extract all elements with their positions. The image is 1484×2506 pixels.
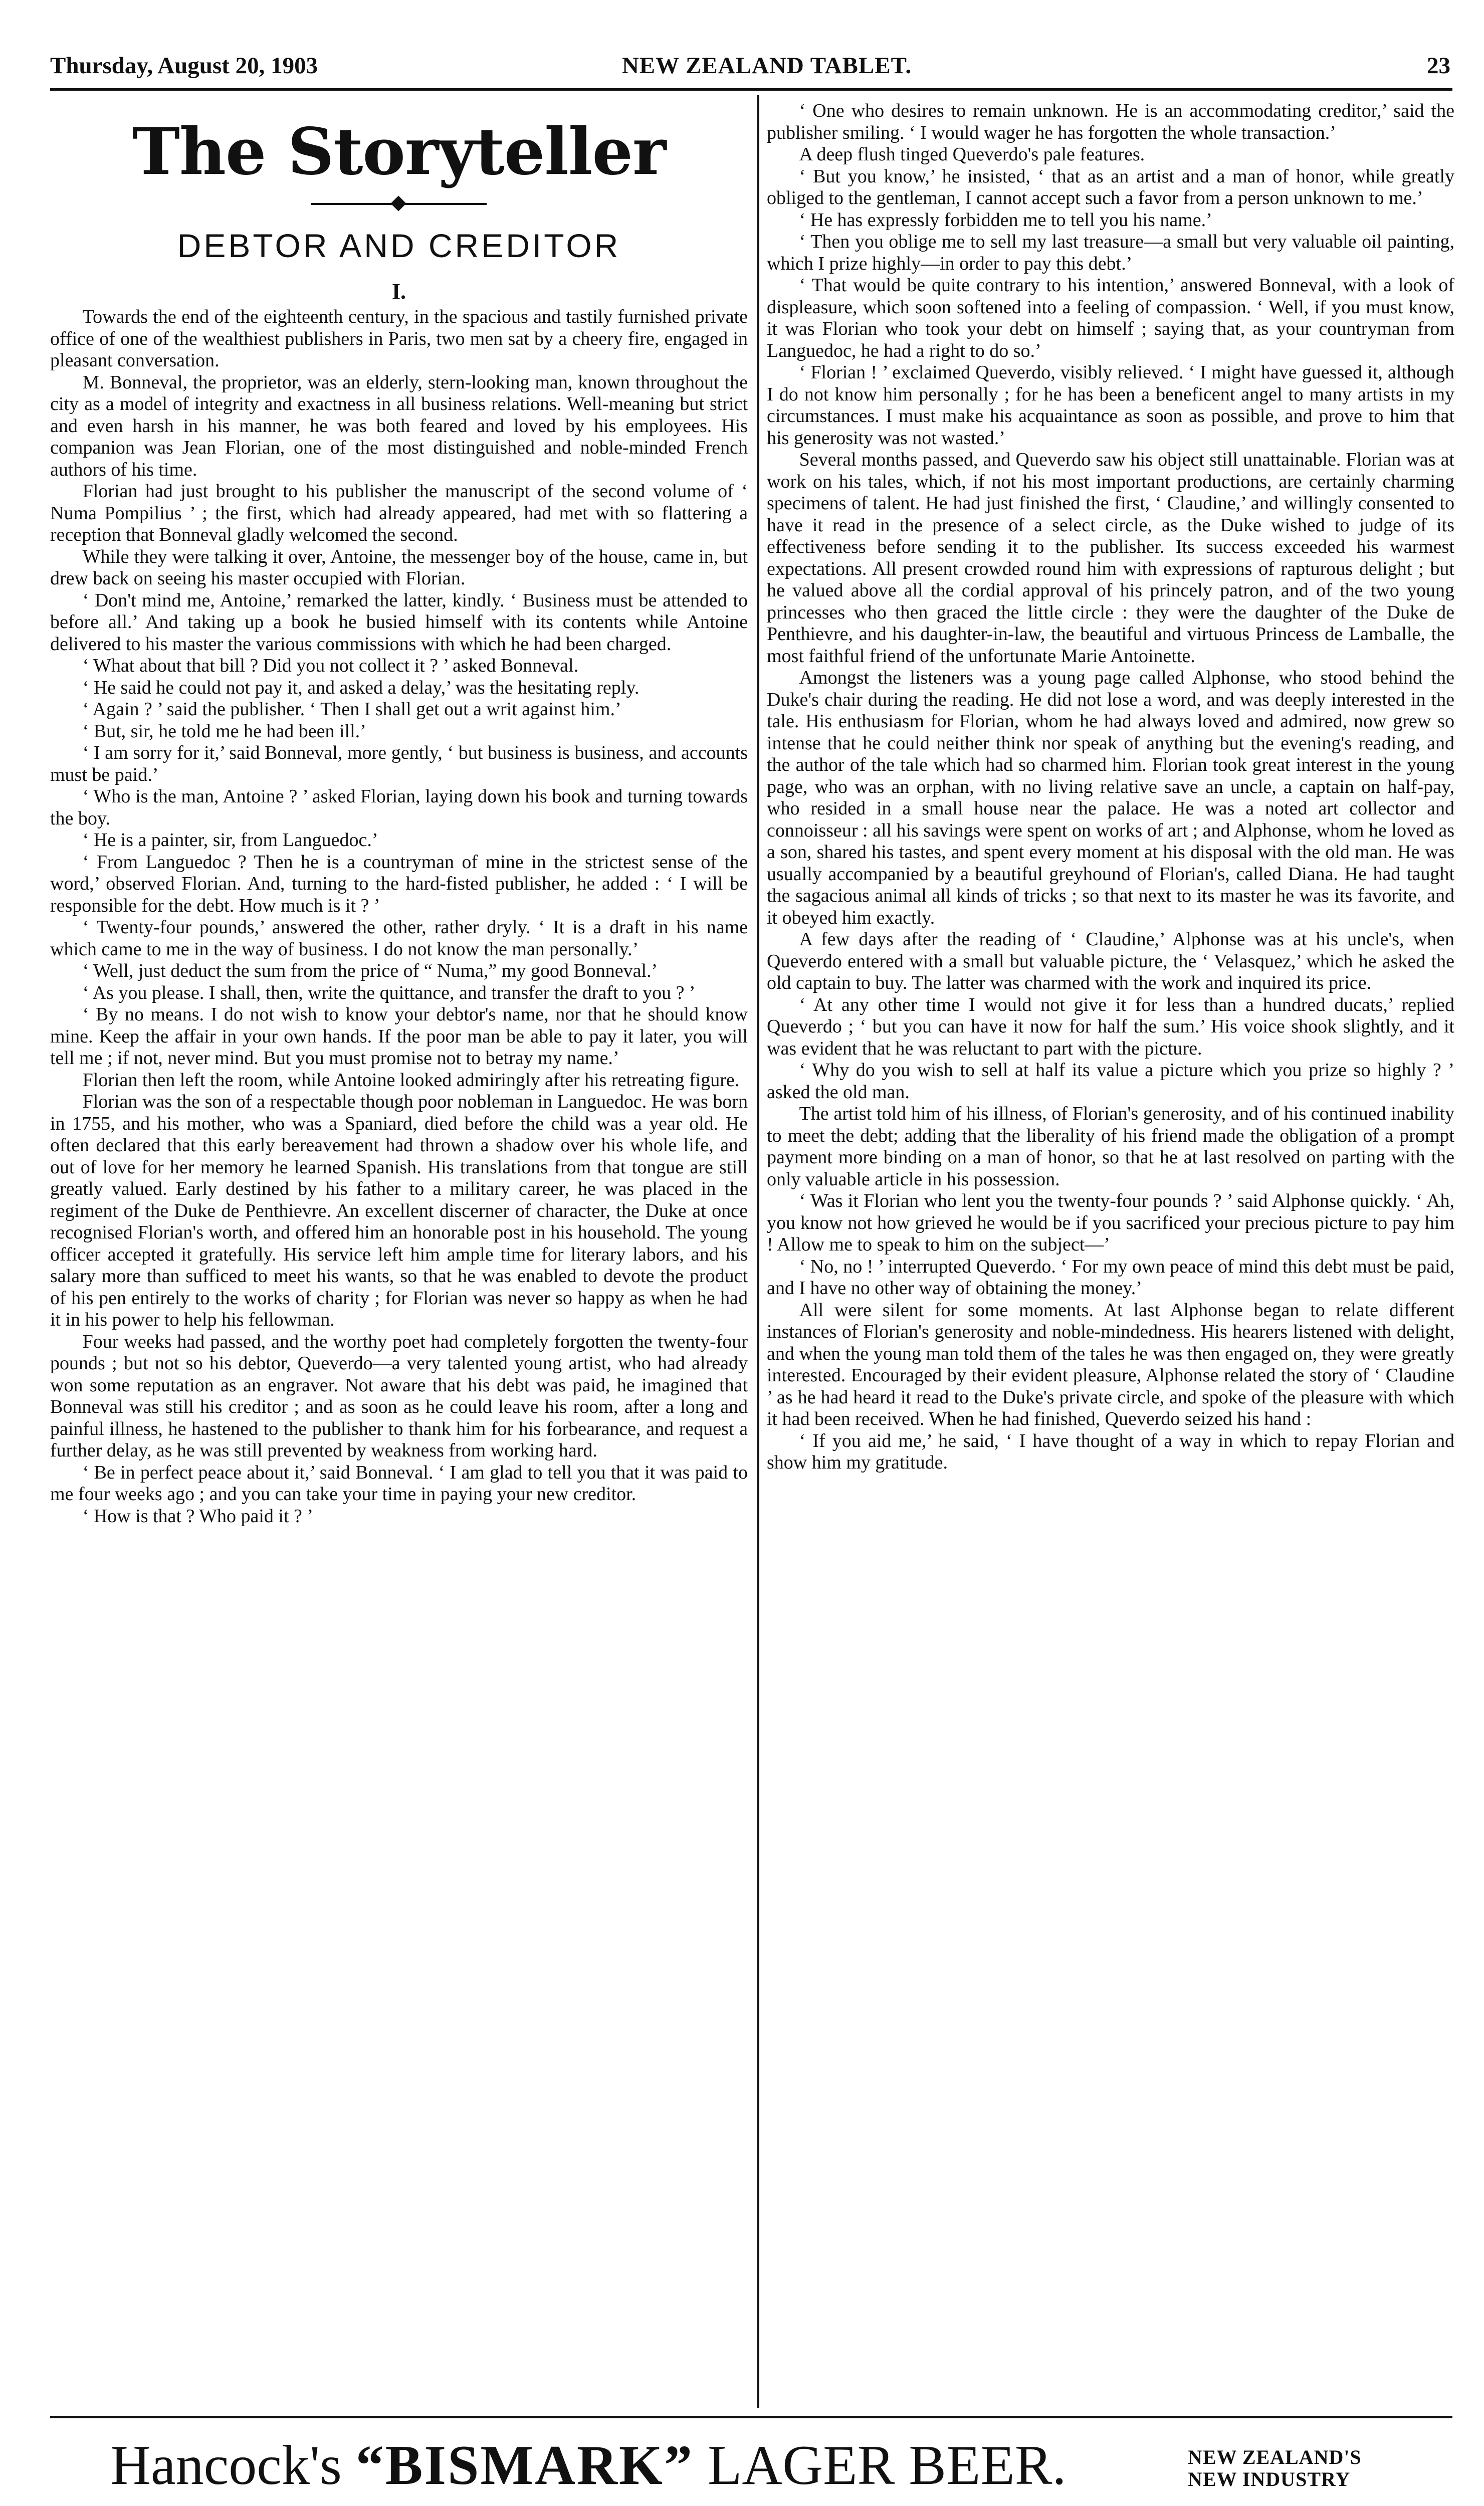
paragraph: Florian then left the room, while Antoine looked admiringly after his retreating figure.: [82, 1069, 740, 1091]
paragraph: ‘ But you know,’ he insisted, ‘ that as an artist and a man of honor, while greatly obliged to the gentleman, I cannot accept such a favor from a person unknown to me.’: [767, 165, 1454, 208]
paragraph: ‘ What about that bill ? Did you not collect it ? ’ asked Bonneval.: [82, 655, 579, 676]
ad-brand-name: “BISMARK”: [355, 2434, 694, 2496]
paragraph: While they were talking it over, Antoine, the messenger boy of the house, came in, but drew back on seeing his master occupied with Florian.: [50, 546, 748, 589]
title-ornament: [311, 196, 487, 212]
paragraph: ‘ But, sir, he told me he had been ill.’: [82, 720, 366, 742]
paragraph: Florian was the son of a respectable though poor nobleman in Languedoc. He was born in 1755, and his mother, who was a Spaniard, died before the child was a year old. He often declared that this early bereavement had thrown a shadow over his whole life, and out of love for her memory he learned Spanish. His translations from that tongue are still greatly valued. Early destined by his father to a military career, he was placed in the regiment of the Duke de Penthievre. An excellent discerner of character, the Duke at once recognised Florian's worth, and offered him an honorable post in his household. The young officer accepted it gratefully. His service left him ample time for literary labors, and his salary more than sufficed to meet his wants, so that he was enabled to devote the product of his pen entirely to the works of charity ; for Florian was never so happy as when he had it in his power to help his fellowman.: [50, 1091, 748, 1330]
chapter-number: I.: [391, 279, 406, 304]
diamond-icon: [390, 195, 406, 211]
paragraph: ‘ Twenty-four pounds,’ answered the other, rather dryly. ‘ It is a draft in his name which came to me in the way of business. I do not know the man personally.’: [50, 917, 748, 960]
paragraph: ‘ Then you oblige me to sell my last treasure—a small but very valuable oil painting, which I prize highly—in order to pay this debt.’: [767, 231, 1454, 274]
paragraph: ‘ He is a painter, sir, from Languedoc.’: [82, 829, 378, 851]
paragraph: All were silent for some moments. At last Alphonse began to relate different instances of Florian's generosity and noble-mindedness. His hearers listened with delight, and when the young man told them of the tales he was then engaged on, they were greatly interested. Encouraged by their evident pleasure, Alphonse related the story of ‘ Claudine ’ as he had heard it read to the Duke's private circle, and spoke of the pleasure with which it had been received. When he had finished, Queverdo seized his hand :: [767, 1299, 1454, 1429]
paragraph: ‘ At any other time I would not give it for less than a hundred ducats,’ replied Queverdo ; ‘ but you can have it now for half the sum.’ His voice shook slightly, and it was evident that he was reluctant to part with the picture.: [767, 994, 1454, 1059]
advertisement: [50, 2428, 1453, 2506]
column-divider: [757, 95, 759, 2408]
paragraph: ‘ Why do you wish to sell at half its value a picture which you prize so highly ? ’ asked the old man.: [767, 1060, 1454, 1103]
paragraph: ‘ No, no ! ’ interrupted Queverdo. ‘ For my own peace of mind this debt must be paid, and I have no other way of obtaining the money.’: [767, 1256, 1454, 1299]
paragraph: ‘ By no means. I do not wish to know your debtor's name, nor that he should know mine. Keep the affair in your own hands. If the poor man be able to pay it later, you will tell me ; if not, never mind. But you must promise not to betray my name.’: [50, 1004, 748, 1069]
header-page-number: 23: [1427, 53, 1450, 79]
paragraph: ‘ He has expressly forbidden me to tell you his name.’: [799, 209, 1212, 231]
running-header: [50, 52, 1453, 92]
ad-tagline-line2: NEW INDUSTRY: [1188, 2468, 1351, 2490]
paragraph: ‘ Who is the man, Antoine ? ’ asked Florian, laying down his book and turning towards the boy.: [50, 786, 748, 829]
paragraph: ‘ From Languedoc ? Then he is a countryman of mine in the strictest sense of the word,’ observed Florian. And, turning to the hard-fisted publisher, he added : ‘ I will be responsible for the debt. How much is it ? ’: [50, 851, 748, 916]
ad-brand-prefix: Hancock's: [110, 2434, 342, 2496]
paragraph: M. Bonneval, the proprietor, was an elderly, stern-looking man, known throughout the city as a model of integrity and exactness in all business relations. Well-meaning but strict and even harsh in his manner, he was both feared and loved by his employees. His companion was Jean Florian, one of the most distinguished and noble-minded French authors of his time.: [50, 371, 748, 480]
paragraph: ‘ If you aid me,’ he said, ‘ I have thought of a way in which to repay Florian and show him my gratitude.: [767, 1430, 1454, 1473]
ad-brand: [110, 2433, 1066, 2498]
paragraph: ‘ I am sorry for it,’ said Bonneval, more gently, ‘ but business is business, and accounts must be paid.’: [50, 742, 748, 785]
paragraph: A few days after the reading of ‘ Claudine,’ Alphonse was at his uncle's, when Queverdo entered with a small but valuable picture, the ‘ Velasquez,’ which he asked the old captain to buy. The latter was charmed with the work and inquired its price.: [767, 929, 1454, 993]
paragraph: ‘ Well, just deduct the sum from the price of “ Numa,” my good Bonneval.’: [82, 960, 658, 981]
left-article-body: [50, 306, 748, 1527]
header-publication: NEW ZEALAND TABLET.: [621, 53, 912, 79]
right-article-body: [767, 100, 1454, 1474]
left-column: [50, 100, 748, 2406]
header-date: Thursday, August 20, 1903: [50, 53, 318, 79]
paragraph: ‘ That would be quite contrary to his intention,’ answered Bonneval, with a look of displeasure, which soon softened into a feeling of compassion. ‘ Well, if you must know, it was Florian who took your debt on himself ; saying that, as your countryman from Languedoc, he had a right to do so.’: [767, 275, 1454, 361]
paragraph: ‘ As you please. I shall, then, write the quittance, and transfer the draft to you ? ’: [82, 982, 696, 1003]
header-rule: [50, 88, 1452, 91]
paragraph: ‘ Be in perfect peace about it,’ said Bonneval. ‘ I am glad to tell you that it was paid to me four weeks ago ; and you can take your time in paying your new creditor.: [50, 1461, 748, 1505]
paragraph: Several months passed, and Queverdo saw his object still unattainable. Florian was at work on his tales, which, if not his most important productions, are certainly charming specimens of talent. He had just finished the first, ‘ Claudine,’ and willingly consented to have it read in the presence of a select circle, as the Duke wished to judge of its effectiveness before sending it to the publisher. Its success exceeded his warmest expectations. All present crowded round him with expressions of rapturous delight ; but he valued above all the cordial approval of his princely patron, and of the two young princesses who then graced the little circle : they were the daughter of the Duke de Penthievre, and his daughter-in-law, the beautiful and virtuous Princess de Lamballe, the most faithful friend of the unfortunate Marie Antoinette.: [767, 449, 1454, 667]
paragraph: ‘ Don't mind me, Antoine,’ remarked the latter, kindly. ‘ Business must be attended to before all.’ And taking up a book he busied himself with its contents while Antoine delivered to his master the various commissions with which he had been charged.: [50, 589, 748, 655]
section-title: The Storyteller: [132, 114, 666, 189]
paragraph: ‘ He said he could not pay it, and asked a delay,’ was the hesitating reply.: [82, 677, 640, 698]
paragraph: A deep flush tinged Queverdo's pale features.: [799, 144, 1145, 165]
footer-rule: [50, 2416, 1452, 2418]
paragraph: The artist told him of his illness, of Florian's generosity, and of his continued inability to meet the debt; adding that the liberality of his friend made the obligation of a prompt payment more binding on a man of honor, so that he at last resolved on parting with the only valuable article in his possession.: [767, 1103, 1454, 1190]
ad-tagline: [1188, 2446, 1362, 2490]
right-column: [767, 100, 1454, 2406]
paragraph: Towards the end of the eighteenth century, in the spacious and tastily furnished private office of one of the wealthiest publishers in Paris, two men sat by a cheery fire, engaged in pleasant conversation.: [50, 306, 748, 371]
paragraph: ‘ Was it Florian who lent you the twenty-four pounds ? ’ said Alphonse quickly. ‘ Ah, you know not how grieved he would be if you sacrificed your precious picture to pay him ! Allow me to speak to him on the subject—’: [767, 1190, 1454, 1255]
paragraph: ‘ One who desires to remain unknown. He is an accommodating creditor,’ said the publisher smiling. ‘ I would wager he has forgotten the whole transaction.’: [767, 100, 1454, 143]
paragraph: Florian had just brought to his publisher the manuscript of the second volume of ‘ Numa Pompilius ’ ; the first, which had already appeared, had met with so flattering a reception that Bonneval gladly welcomed the second.: [50, 481, 748, 545]
ad-brand-suffix: LAGER BEER.: [707, 2434, 1067, 2496]
paragraph: ‘ Again ? ’ said the publisher. ‘ Then I shall get out a writ against him.’: [82, 699, 621, 720]
paragraph: Amongst the listeners was a young page called Alphonse, who stood behind the Duke's chair during the reading. He did not lose a word, and was deeply interested in the tale. His enthusiasm for Florian, whom he had always loved and admired, now grew so intense that he could neither think nor speak of anything but the evening's reading, and the author of the tale which had so charmed him. Florian took great interest in the young page, who was an orphan, with no living relative save an uncle, a captain on half-pay, who resided in a small house near the palace. He was a noted art collector and connoisseur : all his savings were spent on works of art ; and Alphonse, whom he loved as a son, shared his tastes, and spent every moment at his disposal with the old man. He was usually accompanied by a beautiful greyhound of Florian's, called Diana. He had taught the sagacious animal all kinds of tricks ; so that next to its master he was its favorite, and it obeyed him exactly.: [767, 667, 1454, 928]
paragraph: Four weeks had passed, and the worthy poet had completely forgotten the twenty-four pounds ; but not so his debtor, Queverdo—a very talented young artist, who had already won some reputation as an engraver. Not aware that his debt was paid, he imagined that Bonneval was still his creditor ; and as soon as he could leave his room, after a long and painful illness, he hastened to the publisher to thank him for his forbearance, and request a further delay, as he was still prevented by weakness from working hard.: [50, 1331, 748, 1461]
paragraph: ‘ How is that ? Who paid it ? ’: [82, 1505, 314, 1527]
story-subtitle: DEBTOR AND CREDITOR: [177, 227, 621, 264]
ad-tagline-line1: NEW ZEALAND'S: [1188, 2446, 1362, 2468]
paragraph: ‘ Florian ! ’ exclaimed Queverdo, visibly relieved. ‘ I might have guessed it, although I do not know him personally ; for he has been a beneficent angel to many artists in my circumstances. I must make his acquaintance as soon as possible, and prove to him that his generosity was not wasted.’: [767, 362, 1454, 449]
